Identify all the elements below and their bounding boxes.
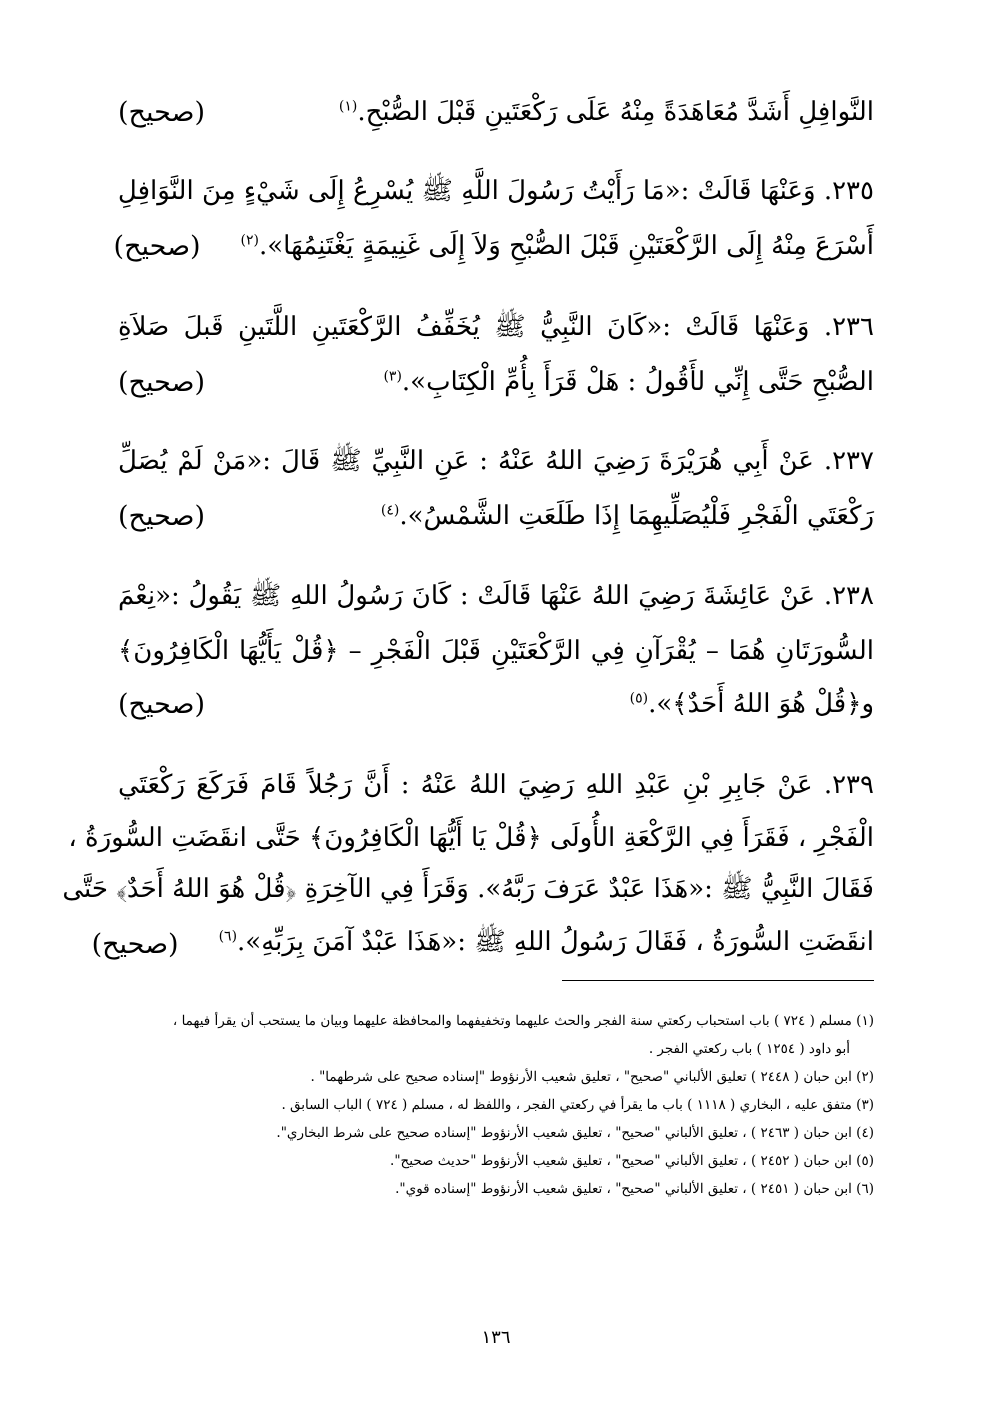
footnote: (٣) متفق عليه ، البخاري ( ١١١٨ ) باب ما يقرأ في ركعتي الفجر ، واللفظ له ، مسلم ( ٧٢٤ ) الباب السابق . [281,1097,874,1113]
line-content: و﴿قُلْ هُوَ اللهُ أَحَدٌ﴾». [648,689,874,719]
text-line [68,812,874,864]
line-text [245,367,874,397]
text-line [118,572,874,624]
text-line [113,220,874,272]
line-text [245,689,874,719]
line-text: ٢٣٧. عَنْ أَبِي هُرَيْرَةَ رَضِيَ اللهُ عَنْهُ : عَنِ النَّبِيِّ ﷺ قَالَ :«مَنْ لَمْ يُصَلِّ [118,446,874,476]
line-text: ٢٣٨. عَنْ عَائِشَةَ رَضِيَ اللهُ عَنْهَا قَالَتْ : كَانَ رَسُولُ اللهِ ﷺ يَقُولُ :«نِعْمَ [118,581,874,611]
footnote-separator [562,980,874,981]
footnote-ref: (٢) [240,232,259,249]
text-line [118,86,874,138]
footnote-ref: (٦) [218,928,238,945]
footnote: (٤) ابن حبان ( ٢٤٦٣ ) ، تعليق الألباني "صحيح" ، تعليق شعيب الأرنؤوط "إسناده صحيح على شرط البخاري". [276,1125,874,1141]
line-text [219,925,874,963]
line-text [241,231,874,261]
text-line [118,759,874,811]
grade-label: (صحيح) [118,688,205,720]
grade-label: (صحيح) [118,96,205,128]
line-content: الصُّبْحِ حَتَّى إِنِّي لأَقُولُ : هَلْ قَرَأَ بِأُمِّ الْكِتَابِ». [401,367,874,397]
line-content: النَّوافِلِ أَشَدَّ مُعَاهَدَةً مِنْهُ عَلَى رَكْعَتَينِ قَبْلَ الصُّبْحِ. [357,97,874,127]
line-text: ٢٣٥. وَعَنْهَا قَالَتْ :«مَا رَأَيْتُ رَسُولَ اللَّهِ ﷺ يُسْرِعُ إِلَى شَيْءٍ مِنَ النَّوَافِلِ [117,176,874,206]
text-line [118,303,874,355]
line-text: ٢٣٩. عَنْ جَابِرِ بْنِ عَبْدِ اللهِ رَضِيَ اللهُ عَنْهُ : أَنَّ رَجُلاً قَامَ فَرَكَعَ رَكْعَتَي [118,770,874,800]
text-line [118,678,874,730]
text-line [118,625,874,677]
line-text [245,97,874,127]
footnote: (١) مسلم ( ٧٢٤ ) باب استحباب ركعتي سنة الفجر والحث عليهما وتخفيفهما والمحافظة عليهما وبيان ما يستحب أن يقرأ فيهما ، [172,1013,874,1029]
grade-label: (صحيح) [118,500,205,532]
footnote: (٥) ابن حبان ( ٢٤٥٢ ) ، تعليق الألباني "صحيح" ، تعليق شعيب الأرنؤوط "حديث صحيح". [390,1153,874,1169]
footnote-ref: (١) [338,98,358,115]
page-number: ١٣٦ [481,1327,511,1348]
grade-label: (صحيح) [118,366,205,398]
line-text: السُّورَتَانِ هُمَا – يُقْرَآنِ فِي الرَّكْعَتَيْنِ قَبْلَ الْفَجْرِ – ﴿قُلْ يَأَيُّهَا الْكَافِرُونَ﴾ [118,636,874,666]
line-text: فَقَالَ النَّبِيُّ ﷺ :«هَذَا عَبْدٌ عَرَفَ رَبَّهُ». وَقَرَأَ فِي الآخِرَةِ ﴿قُلْ هُوَ اللهُ أَحَدٌ﴾ حَتَّى [62,874,874,904]
footnote: (٢) ابن حبان ( ٢٤٤٨ ) تعليق الألباني "صحيح" ، تعليق شعيب الأرنؤوط "إسناده صحيح على شرطهما" . [310,1069,874,1085]
line-content: انقَضَتِ السُّورَةُ ، فَقَالَ رَسُولُ اللهِ ﷺ :«هَذَا عَبْدٌ آمَنَ بِرَبِّهِ». [237,927,874,957]
grade-label: (صحيح) [113,230,201,262]
line-text: الْفَجْرِ ، فَقَرَأَ فِي الرَّكْعَةِ الأُولَى ﴿قُلْ يَا أَيُّهَا الْكَافِرُونَ﴾ حَتَّى انقَضَتِ السُّورَةُ ، [68,823,874,853]
line-text: ٢٣٦. وَعَنْهَا قَالَتْ :«كَانَ النَّبِيُّ ﷺ يُخَفِّفُ الرَّكْعَتَينِ اللَّتَينِ قَبلَ صَلاَةِ [118,312,874,342]
text-line [118,490,874,542]
text-line [62,865,874,917]
footnote-ref: (٤) [380,502,400,519]
footnote: (٦) ابن حبان ( ٢٤٥١ ) ، تعليق الألباني "صحيح" ، تعليق شعيب الأرنؤوط "إسناده قوي". [395,1181,874,1197]
footnote-continuation: أبو داود ( ١٢٥٤ ) باب ركعتي الفجر . [648,1041,850,1057]
text-line [91,918,874,970]
text-line [118,356,874,408]
line-text [245,501,874,531]
grade-label: (صحيح) [91,928,179,960]
text-line [118,167,874,219]
text-line [118,437,874,489]
footnote-ref: (٥) [629,690,649,707]
footnote-ref: (٣) [383,368,402,385]
line-content: أَسْرَعَ مِنْهُ إِلَى الرَّكْعَتَيْنِ قَبْلَ الصُّبْحِ وَلاَ إِلَى غَنِيمَةٍ يَغْتَنِمُهَا». [259,231,874,261]
line-content: رَكْعَتَي الْفَجْرِ فَلْيُصَلِّيهِمَا إِذَا طَلَعَتِ الشَّمْسُ». [399,501,874,531]
